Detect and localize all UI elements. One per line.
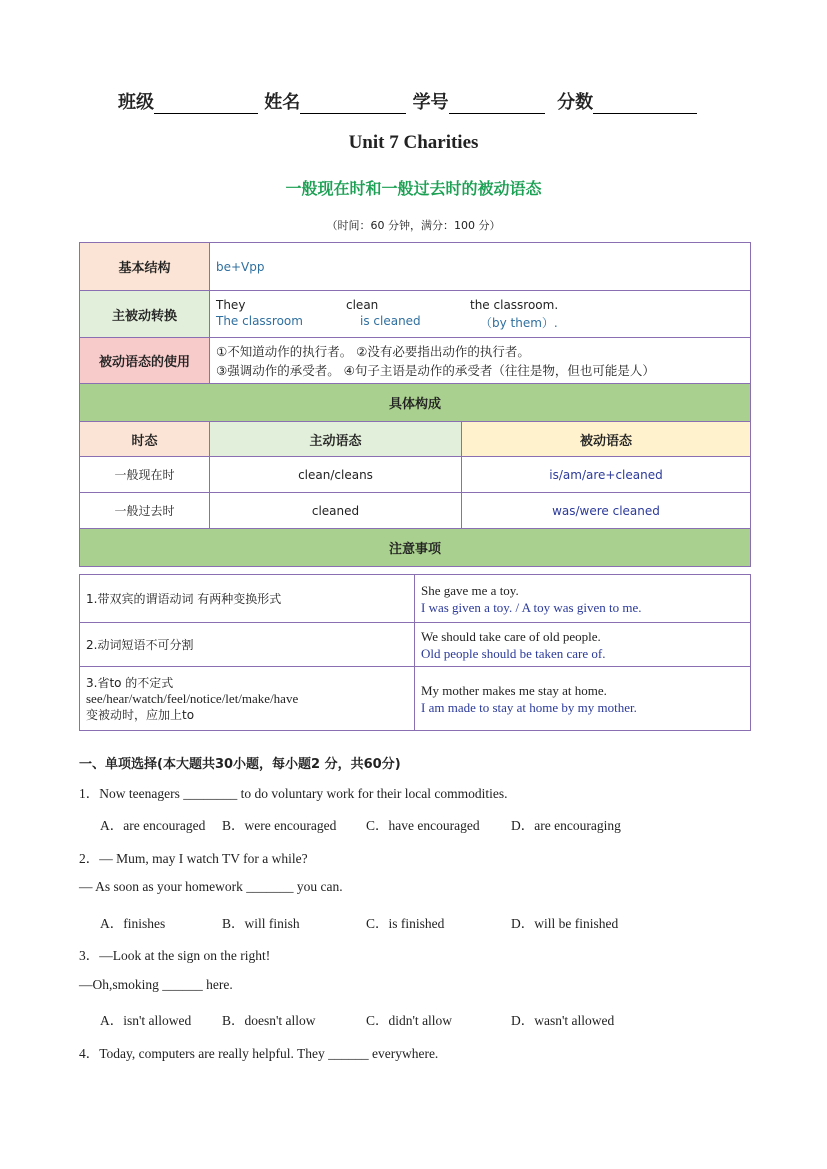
col-passive: 被动语态 <box>462 422 751 457</box>
active-cell: cleaned <box>210 493 462 529</box>
usage-line-1: ①不知道动作的执行者。 ②没有必要指出动作的执行者。 <box>216 343 530 359</box>
q3-option-a[interactable]: A．isn't allowed <box>100 1013 192 1028</box>
note-example-active: She gave me a toy. <box>421 582 519 598</box>
question-4-stem: 4．Today, computers are really helpful. They ______ everywhere. <box>79 1046 439 1061</box>
q1-option-c[interactable]: C．have encouraged <box>366 818 480 833</box>
active-object: the classroom. <box>470 298 559 312</box>
note-example <box>415 575 751 623</box>
note-rule-line-1: 3.省to 的不定式 <box>86 675 174 690</box>
q2-option-c[interactable]: C．is finished <box>366 916 445 931</box>
q2-option-a[interactable]: A．finishes <box>100 916 166 931</box>
notes-band: 注意事项 <box>80 529 751 567</box>
page-title: Unit 7 Charities <box>348 132 479 153</box>
q2-option-b[interactable]: B．will finish <box>222 916 300 931</box>
name-blank[interactable] <box>300 95 406 114</box>
student-no-blank[interactable] <box>449 95 545 114</box>
active-cell: clean/cleans <box>210 457 462 493</box>
class-blank[interactable] <box>154 95 258 114</box>
note-rule: 1.带双宾的谓语动词 有两种变换形式 <box>80 575 415 623</box>
q2-option-d[interactable]: D．will be finished <box>511 916 619 931</box>
transform-label: 主被动转换 <box>80 291 210 338</box>
table-row <box>80 493 751 529</box>
table-row <box>80 667 751 731</box>
note-rule <box>80 667 415 731</box>
note-rule-line-3: 变被动时，应加上to <box>86 707 195 722</box>
usage-label: 被动语态的使用 <box>80 338 210 384</box>
q1-option-b[interactable]: B．were encouraged <box>222 818 337 833</box>
note-example-active: We should take care of old people. <box>421 628 601 644</box>
table-row <box>80 575 751 623</box>
question-2-stem: 2．— Mum, may I watch TV for a while? <box>79 851 308 866</box>
question-3-stem-2: —Oh,smoking ______ here. <box>79 977 233 992</box>
question-1-stem: 1．Now teenagers ________ to do voluntary work for their local commodities. <box>79 786 508 801</box>
table-row <box>80 457 751 493</box>
page-subtitle: 一般现在时和一般过去时的被动语态 <box>285 179 542 198</box>
header-fields <box>118 88 697 114</box>
q1-option-d[interactable]: D．are encouraging <box>511 818 621 833</box>
note-example-passive: Old people should be taken care of. <box>421 645 606 661</box>
usage-line-2: ③强调动作的承受者。 ④句子主语是动作的承受者（往往是物，但也可能是人） <box>216 362 655 378</box>
passive-cell: is/am/are+cleaned <box>462 457 751 493</box>
note-example <box>415 623 751 667</box>
note-example-passive: I am made to stay at home by my mother. <box>421 699 637 715</box>
class-label: 班级 <box>118 92 154 113</box>
composition-band: 具体构成 <box>80 384 751 422</box>
passive-subject: The classroom <box>216 314 303 328</box>
basic-structure-label: 基本结构 <box>80 243 210 291</box>
passive-verb: is cleaned <box>360 314 421 328</box>
note-example-active: My mother makes me stay at home. <box>421 682 607 698</box>
note-rule-line-2: see/hear/watch/feel/notice/let/make/have <box>86 690 299 706</box>
section-heading: 一、单项选择(本大题共30小题，每小题2 分，共60分) <box>79 757 401 772</box>
note-example <box>415 667 751 731</box>
active-verb: clean <box>346 298 379 312</box>
tense-cell: 一般现在时 <box>80 457 210 493</box>
q3-option-b[interactable]: B．doesn't allow <box>222 1013 316 1028</box>
grammar-table <box>79 242 751 567</box>
note-rule: 2.动词短语不可分割 <box>80 623 415 667</box>
q3-option-d[interactable]: D．wasn't allowed <box>511 1013 615 1028</box>
col-active: 主动语态 <box>210 422 462 457</box>
passive-cell: was/were cleaned <box>462 493 751 529</box>
tense-cell: 一般过去时 <box>80 493 210 529</box>
basic-structure-value: be+Vpp <box>210 243 751 291</box>
score-label: 分数 <box>557 92 594 113</box>
time-info: （时间：60 分钟，满分：100 分） <box>326 219 501 232</box>
active-subject: They <box>216 298 246 312</box>
student-no-label: 学号 <box>412 92 449 113</box>
question-2-stem-2: — As soon as your homework _______ you can. <box>79 879 343 894</box>
note-example-passive: I was given a toy. / A toy was given to me. <box>421 599 642 615</box>
usage-cell <box>210 338 751 384</box>
name-label: 姓名 <box>264 92 301 113</box>
q1-option-a[interactable]: A．are encouraged <box>100 818 206 833</box>
score-blank[interactable] <box>593 95 697 114</box>
notes-table <box>79 574 751 731</box>
table-row <box>80 623 751 667</box>
transform-cell <box>210 291 751 338</box>
col-tense: 时态 <box>80 422 210 457</box>
passive-agent: （by them）. <box>480 316 558 330</box>
question-3-stem: 3．—Look at the sign on the right! <box>79 948 271 963</box>
q3-option-c[interactable]: C．didn't allow <box>366 1013 453 1028</box>
